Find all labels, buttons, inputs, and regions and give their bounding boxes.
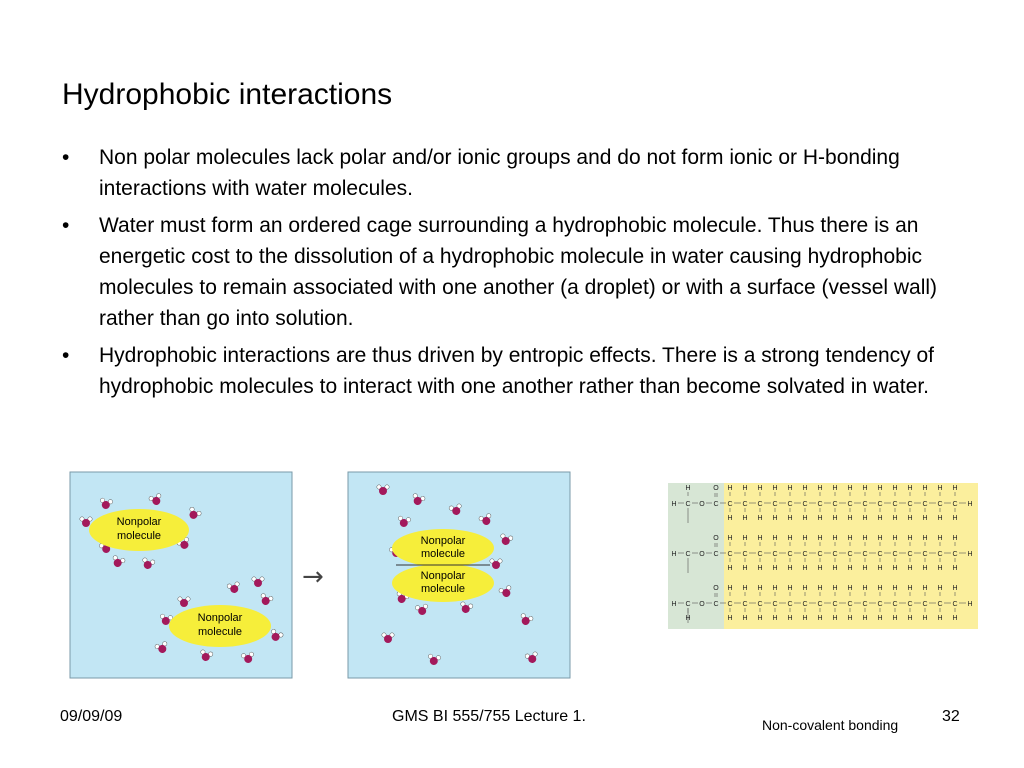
atom-label: H	[862, 615, 868, 622]
atom-label: H	[877, 535, 883, 542]
atom-label: H	[671, 551, 677, 558]
atom-label: H	[802, 515, 808, 522]
atom-label: C	[685, 551, 691, 558]
atom-label: C	[832, 551, 838, 558]
atom-label: H	[952, 615, 958, 622]
atom-label: C	[892, 551, 898, 558]
atom-label: C	[772, 551, 778, 558]
atom-label: O	[699, 501, 705, 508]
atom-label: H	[817, 585, 823, 592]
atom-label: H	[772, 535, 778, 542]
atom-label: H	[832, 515, 838, 522]
atom-label: H	[952, 535, 958, 542]
atom-label: C	[862, 551, 868, 558]
atom-label: H	[772, 615, 778, 622]
bullet-item	[62, 210, 962, 334]
atom-label: H	[787, 485, 793, 492]
atom-label: C	[757, 551, 763, 558]
atom-label: C	[727, 601, 733, 608]
atom-label: H	[757, 515, 763, 522]
atom-label: H	[877, 565, 883, 572]
atom-label: H	[727, 535, 733, 542]
footer-topic: Non-covalent bonding	[762, 717, 899, 733]
atom-label: H	[862, 515, 868, 522]
atom-label: H	[802, 615, 808, 622]
molecule-label: molecule	[116, 530, 162, 542]
molecule-label: Nonpolar	[197, 612, 243, 624]
atom-label: H	[877, 515, 883, 522]
atom-label: C	[727, 551, 733, 558]
atom-label: C	[817, 551, 823, 558]
atom-label: H	[937, 585, 943, 592]
atom-label: H	[757, 535, 763, 542]
atom-label: H	[817, 565, 823, 572]
atom-label: H	[847, 615, 853, 622]
atom-label: H	[922, 615, 928, 622]
atom-label: H	[937, 565, 943, 572]
atom-label: H	[742, 615, 748, 622]
atom-label: H	[772, 565, 778, 572]
atom-label: C	[832, 501, 838, 508]
atom-label: H	[937, 515, 943, 522]
atom-label: H	[862, 585, 868, 592]
atom-label: C	[727, 501, 733, 508]
atom-label: H	[967, 551, 973, 558]
atom-label: H	[671, 501, 677, 508]
atom-label: H	[847, 535, 853, 542]
atom-label: H	[787, 565, 793, 572]
atom-label: H	[832, 585, 838, 592]
atom-label: H	[877, 585, 883, 592]
atom-label: C	[713, 551, 719, 558]
molecule-label: Nonpolar	[420, 535, 466, 547]
atom-label: H	[742, 535, 748, 542]
hydrophobic-diagram	[66, 470, 576, 682]
atom-label: C	[892, 601, 898, 608]
atom-label: C	[937, 501, 943, 508]
atom-label: H	[727, 585, 733, 592]
bullet-glyph: •	[62, 344, 70, 367]
atom-label: C	[685, 501, 691, 508]
bullet-text: Water must form an ordered cage surrounding a hydrophobic molecule. Thus there is an energetic cost to the dissolution of a hydrophobic molecule in water causing hydrophobic molecules to remain associated with one another (a droplet) or with a surface (vessel wall) rather than go into solution.	[99, 214, 938, 330]
slide-title: Hydrophobic interactions	[62, 78, 393, 111]
atom-label: C	[907, 601, 913, 608]
atom-label: H	[967, 601, 973, 608]
atom-label: C	[742, 501, 748, 508]
atom-label: H	[832, 535, 838, 542]
atom-label: C	[787, 501, 793, 508]
atom-label: H	[832, 565, 838, 572]
atom-label: C	[713, 601, 719, 608]
atom-label: H	[727, 485, 733, 492]
atom-label: C	[952, 551, 958, 558]
atom-label: C	[952, 601, 958, 608]
atom-label: O	[699, 551, 705, 558]
atom-label: H	[907, 615, 913, 622]
atom-label: H	[877, 615, 883, 622]
atom-label: C	[922, 501, 928, 508]
atom-label: H	[802, 585, 808, 592]
atom-label: O	[713, 585, 719, 592]
atom-label: O	[699, 601, 705, 608]
atom-label: H	[907, 535, 913, 542]
atom-label: H	[877, 485, 883, 492]
bullet-item	[62, 340, 962, 402]
bullet-glyph: •	[62, 146, 70, 169]
atom-label: C	[907, 501, 913, 508]
atom-label: C	[907, 551, 913, 558]
atom-label: H	[787, 535, 793, 542]
atom-label: H	[787, 585, 793, 592]
atom-label: H	[952, 565, 958, 572]
atom-label: H	[952, 515, 958, 522]
atom-label: H	[817, 485, 823, 492]
atom-label: H	[671, 601, 677, 608]
atom-label: H	[907, 485, 913, 492]
atom-label: H	[862, 535, 868, 542]
molecule-label: molecule	[197, 626, 243, 638]
atom-label: C	[892, 501, 898, 508]
atom-label: H	[802, 485, 808, 492]
atom-label: C	[742, 601, 748, 608]
molecule-label: Nonpolar	[420, 570, 466, 582]
atom-label: C	[742, 551, 748, 558]
atom-label: C	[817, 501, 823, 508]
atom-label: C	[757, 601, 763, 608]
bullet-text: Hydrophobic interactions are thus driven by entropic effects. There is a strong tendency of hydrophobic molecules to interact with one another rather than become solvated in water.	[99, 344, 935, 398]
footer-course: GMS BI 555/755 Lecture 1.	[392, 708, 586, 725]
atom-label: H	[892, 585, 898, 592]
atom-label: H	[757, 585, 763, 592]
bullet-text: Non polar molecules lack polar and/or ionic groups and do not form ionic or H-bonding interactions with water molecules.	[99, 146, 900, 200]
atom-label: H	[727, 515, 733, 522]
atom-label: H	[922, 585, 928, 592]
atom-label: H	[817, 535, 823, 542]
atom-label: H	[772, 515, 778, 522]
atom-label: H	[892, 485, 898, 492]
atom-label: C	[832, 601, 838, 608]
atom-label: H	[907, 515, 913, 522]
atom-label: H	[787, 615, 793, 622]
atom-label: C	[802, 601, 808, 608]
atom-label: H	[802, 535, 808, 542]
arrow-icon: →	[302, 562, 324, 592]
atom-label: H	[892, 515, 898, 522]
atom-label: O	[713, 485, 719, 492]
bullet-glyph: •	[62, 214, 70, 237]
atom-label: H	[892, 565, 898, 572]
atom-label: H	[847, 585, 853, 592]
atom-label: C	[877, 501, 883, 508]
atom-label: C	[877, 551, 883, 558]
atom-label: H	[862, 485, 868, 492]
atom-label: H	[907, 585, 913, 592]
atom-label: O	[713, 535, 719, 542]
atom-label: H	[742, 565, 748, 572]
atom-label: C	[952, 501, 958, 508]
atom-label: C	[802, 501, 808, 508]
atom-label: H	[727, 615, 733, 622]
atom-label: H	[862, 565, 868, 572]
atom-label: H	[832, 485, 838, 492]
atom-label: C	[757, 501, 763, 508]
atom-label: C	[847, 601, 853, 608]
atom-label: H	[922, 565, 928, 572]
atom-label: H	[967, 501, 973, 508]
molecule-label: molecule	[420, 583, 466, 595]
atom-label: H	[937, 485, 943, 492]
atom-label: H	[922, 535, 928, 542]
atom-label: C	[685, 601, 691, 608]
atom-label: H	[685, 615, 691, 622]
atom-label: C	[772, 501, 778, 508]
atom-label: H	[892, 615, 898, 622]
footer-page-number: 32	[942, 708, 960, 725]
atom-label: C	[787, 551, 793, 558]
atom-label: H	[757, 485, 763, 492]
atom-label: H	[742, 585, 748, 592]
atom-label: H	[847, 565, 853, 572]
atom-label: H	[847, 485, 853, 492]
atom-label: C	[847, 501, 853, 508]
atom-label: H	[847, 515, 853, 522]
atom-label: H	[907, 565, 913, 572]
fatty-acid-structure	[668, 483, 978, 629]
bullet-item	[62, 142, 962, 204]
atom-label: C	[937, 551, 943, 558]
footer-date: 09/09/09	[60, 708, 123, 725]
molecule-label: Nonpolar	[116, 516, 162, 528]
atom-label: C	[922, 601, 928, 608]
bullet-list	[62, 142, 962, 408]
atom-label: H	[802, 565, 808, 572]
atom-label: C	[862, 601, 868, 608]
atom-label: H	[952, 485, 958, 492]
atom-label: C	[772, 601, 778, 608]
atom-label: H	[742, 485, 748, 492]
atom-label: C	[847, 551, 853, 558]
molecule-label: molecule	[420, 548, 466, 560]
atom-label: C	[937, 601, 943, 608]
atom-label: H	[892, 535, 898, 542]
atom-label: H	[772, 485, 778, 492]
atom-label: H	[757, 615, 763, 622]
atom-label: H	[817, 515, 823, 522]
atom-label: H	[937, 615, 943, 622]
atom-label: H	[937, 535, 943, 542]
atom-label: H	[727, 565, 733, 572]
atom-label: H	[685, 485, 691, 492]
atom-label: H	[742, 515, 748, 522]
atom-label: C	[922, 551, 928, 558]
atom-label: C	[817, 601, 823, 608]
atom-label: C	[877, 601, 883, 608]
atom-label: H	[922, 515, 928, 522]
atom-label: C	[802, 551, 808, 558]
atom-label: H	[787, 515, 793, 522]
atom-label: H	[757, 565, 763, 572]
atom-label: C	[713, 501, 719, 508]
atom-label: H	[772, 585, 778, 592]
atom-label: C	[862, 501, 868, 508]
atom-label: H	[832, 615, 838, 622]
atom-label: H	[952, 585, 958, 592]
atom-label: H	[817, 615, 823, 622]
atom-label: H	[922, 485, 928, 492]
atom-label: C	[787, 601, 793, 608]
